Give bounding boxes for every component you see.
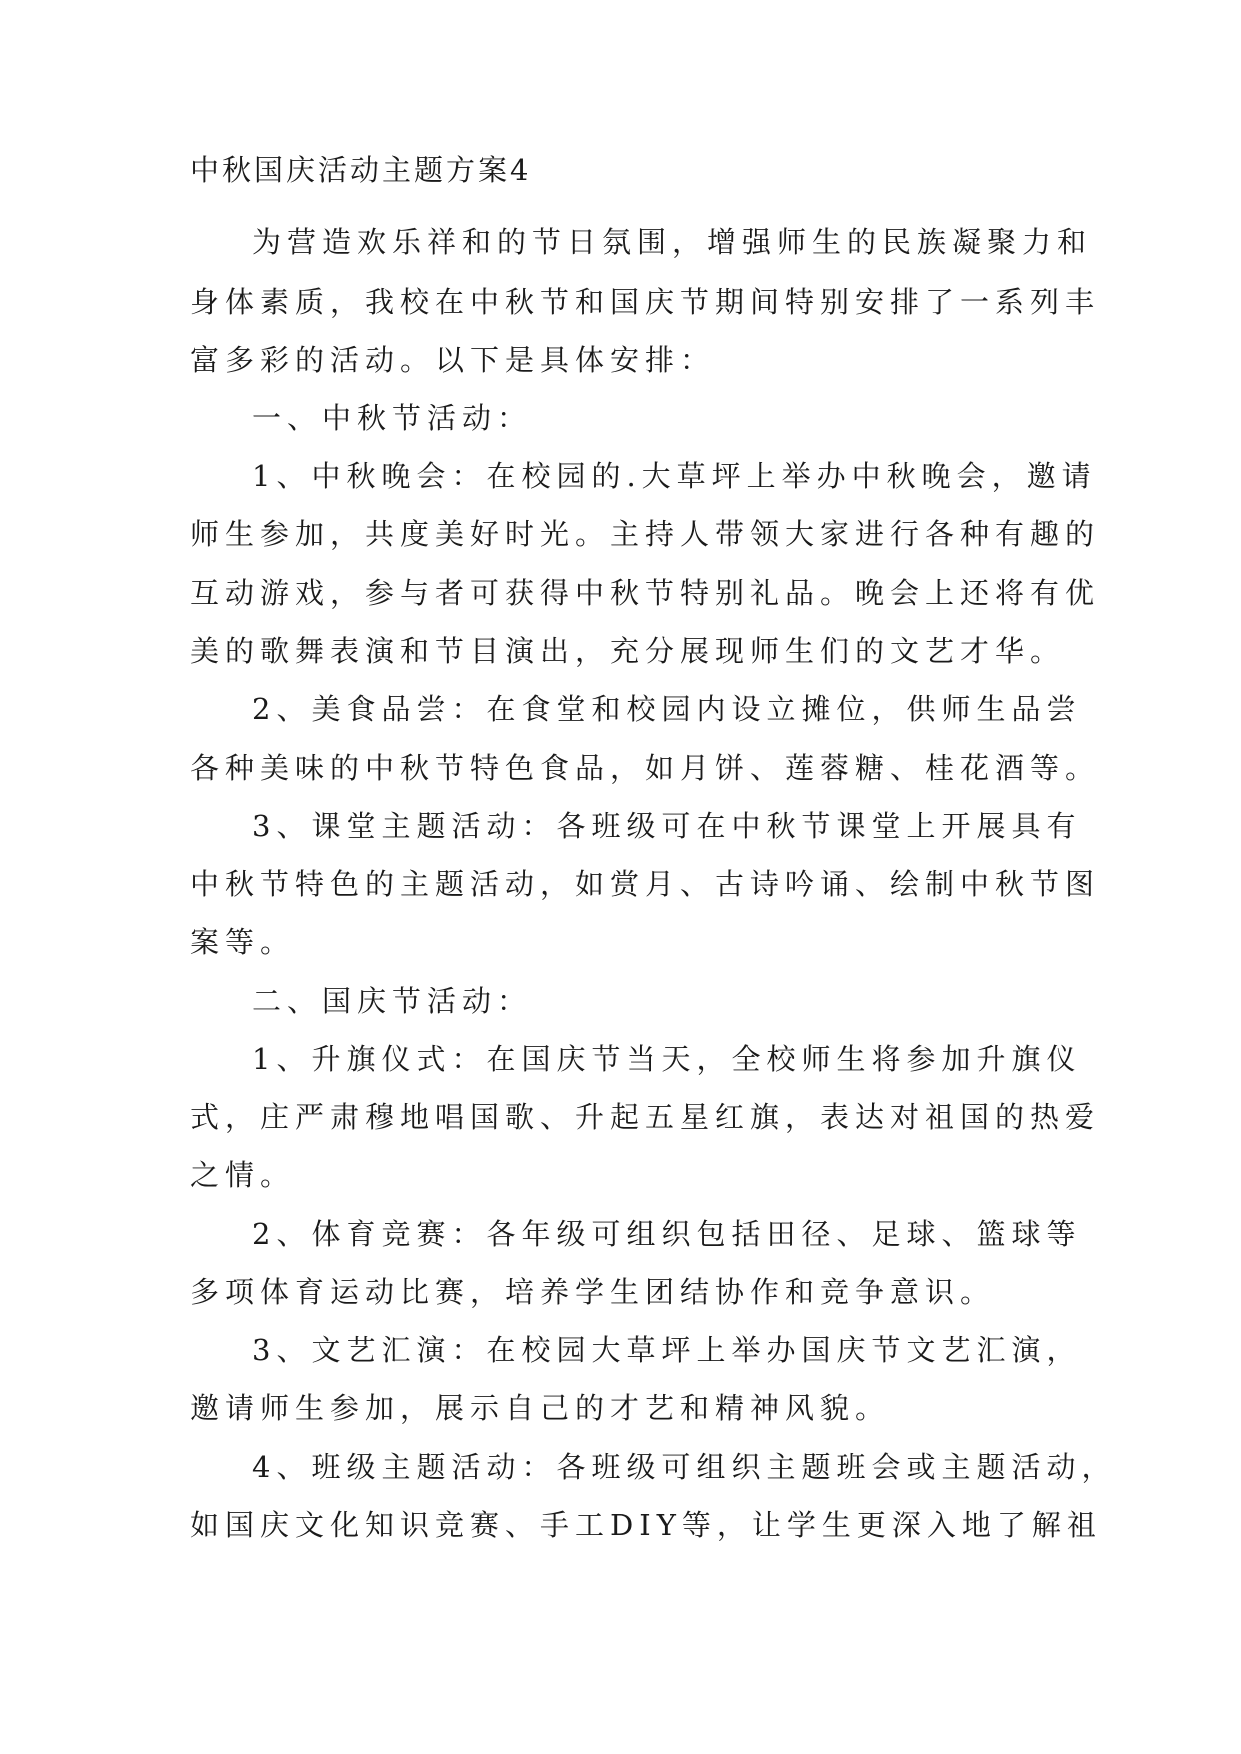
paragraph-line: 2、美食品尝：在食堂和校园内设立摊位，供师生品尝 — [252, 692, 1082, 726]
paragraph-line: 2、体育竞赛：各年级可组织包括田径、足球、篮球等 — [252, 1217, 1082, 1251]
paragraph-line: 邀请师生参加，展示自己的才艺和精神风貌。 — [190, 1391, 891, 1425]
paragraph-line: 美的歌舞表演和节目演出，充分展现师生们的文艺才华。 — [190, 634, 1066, 668]
paragraph-line: 之情。 — [190, 1158, 296, 1192]
paragraph-line: 案等。 — [190, 925, 296, 959]
paragraph-line: 式，庄严肃穆地唱国歌、升起五星红旗，表达对祖国的热爱 — [190, 1100, 1101, 1134]
section-heading: 二、国庆节活动： — [252, 984, 533, 1018]
paragraph-line: 身体素质，我校在中秋节和国庆节期间特别安排了一系列丰 — [190, 285, 1101, 319]
paragraph-line: 3、文艺汇演：在校园大草坪上举办国庆节文艺汇演， — [252, 1333, 1082, 1367]
paragraph-line: 3、课堂主题活动：各班级可在中秋节课堂上开展具有 — [252, 809, 1082, 843]
paragraph-line: 为营造欢乐祥和的节日氛围，增强师生的民族凝聚力和 — [252, 225, 1093, 259]
paragraph-line: 各种美味的中秋节特色食品，如月饼、莲蓉糖、桂花酒等。 — [190, 751, 1101, 785]
paragraph-line: 多项体育运动比赛，培养学生团结协作和竞争意识。 — [190, 1275, 996, 1309]
paragraph-line: 1、升旗仪式：在国庆节当天，全校师生将参加升旗仪 — [252, 1042, 1082, 1076]
paragraph-line: 富多彩的活动。以下是具体安排： — [190, 343, 716, 377]
section-heading: 一、中秋节活动： — [252, 401, 533, 435]
paragraph-line: 中秋节特色的主题活动，如赏月、古诗吟诵、绘制中秋节图 — [190, 867, 1101, 901]
paragraph-line: 师生参加，共度美好时光。主持人带领大家进行各种有趣的 — [190, 517, 1101, 551]
paragraph-line: 1、中秋晚会：在校园的.大草坪上举办中秋晚会，邀请 — [252, 459, 1097, 493]
paragraph-line: 互动游戏，参与者可获得中秋节特别礼品。晚会上还将有优 — [190, 576, 1101, 610]
paragraph-line: 4、班级主题活动：各班级可组织主题班会或主题活动， — [252, 1450, 1117, 1484]
document-title: 中秋国庆活动主题方案4 — [190, 153, 532, 187]
paragraph-line: 如国庆文化知识竞赛、手工DIY等，让学生更深入地了解祖 — [190, 1508, 1102, 1542]
